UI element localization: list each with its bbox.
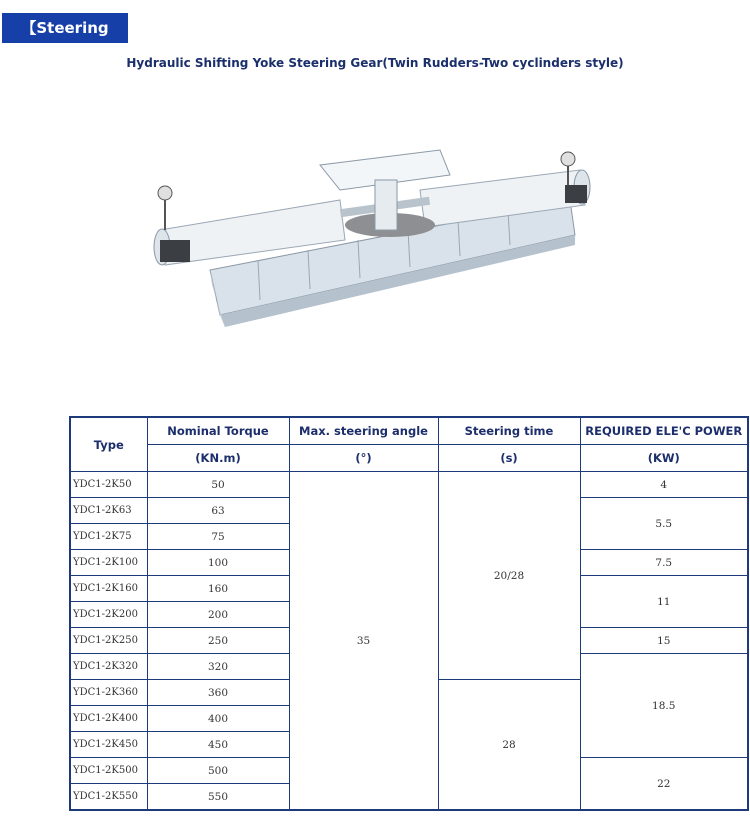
power-cell: 11 <box>580 576 748 628</box>
page-subtitle: Hydraulic Shifting Yoke Steering Gear(Twin Rudders-Two cyclinders style) <box>126 56 624 70</box>
header-angle: Max. steering angle <box>289 417 438 445</box>
spec-table <box>69 416 749 811</box>
type-cell: YDC1-2K160 <box>70 576 147 602</box>
type-cell: YDC1-2K320 <box>70 654 147 680</box>
power-cell: 7.5 <box>580 550 748 576</box>
torque-cell: 250 <box>147 628 289 654</box>
torque-cell: 500 <box>147 758 289 784</box>
type-cell: YDC1-2K450 <box>70 732 147 758</box>
torque-cell: 100 <box>147 550 289 576</box>
torque-cell: 50 <box>147 472 289 498</box>
torque-cell: 400 <box>147 706 289 732</box>
type-cell: YDC1-2K100 <box>70 550 147 576</box>
type-cell: YDC1-2K360 <box>70 680 147 706</box>
header-power: REQUIRED ELE'C POWER <box>580 417 748 445</box>
max-angle-cell: 35 <box>289 472 438 811</box>
torque-cell: 200 <box>147 602 289 628</box>
power-cell: 18.5 <box>580 654 748 758</box>
type-cell: YDC1-2K200 <box>70 602 147 628</box>
header-angle-unit: (°) <box>289 445 438 472</box>
type-cell: YDC1-2K500 <box>70 758 147 784</box>
torque-cell: 63 <box>147 498 289 524</box>
torque-cell: 75 <box>147 524 289 550</box>
power-cell: 5.5 <box>580 498 748 550</box>
header-time: Steering time <box>438 417 580 445</box>
header-type: Type <box>70 417 147 472</box>
torque-cell: 320 <box>147 654 289 680</box>
torque-cell: 360 <box>147 680 289 706</box>
type-cell: YDC1-2K550 <box>70 784 147 811</box>
steering-time-cell: 28 <box>438 680 580 811</box>
torque-cell: 450 <box>147 732 289 758</box>
header-torque-unit: (KN.m) <box>147 445 289 472</box>
type-cell: YDC1-2K63 <box>70 498 147 524</box>
type-cell: YDC1-2K50 <box>70 472 147 498</box>
power-cell: 22 <box>580 758 748 811</box>
header-power-unit: (KW) <box>580 445 748 472</box>
torque-cell: 160 <box>147 576 289 602</box>
steering-gear-photo <box>150 145 610 345</box>
steering-time-cell: 20/28 <box>438 472 580 680</box>
power-cell: 15 <box>580 628 748 654</box>
table-row <box>70 472 748 498</box>
header-time-unit: (s) <box>438 445 580 472</box>
section-tag: 【Steering gear】 <box>2 13 128 43</box>
torque-cell: 550 <box>147 784 289 811</box>
header-torque: Nominal Torque <box>147 417 289 445</box>
power-cell: 4 <box>580 472 748 498</box>
type-cell: YDC1-2K250 <box>70 628 147 654</box>
type-cell: YDC1-2K400 <box>70 706 147 732</box>
type-cell: YDC1-2K75 <box>70 524 147 550</box>
